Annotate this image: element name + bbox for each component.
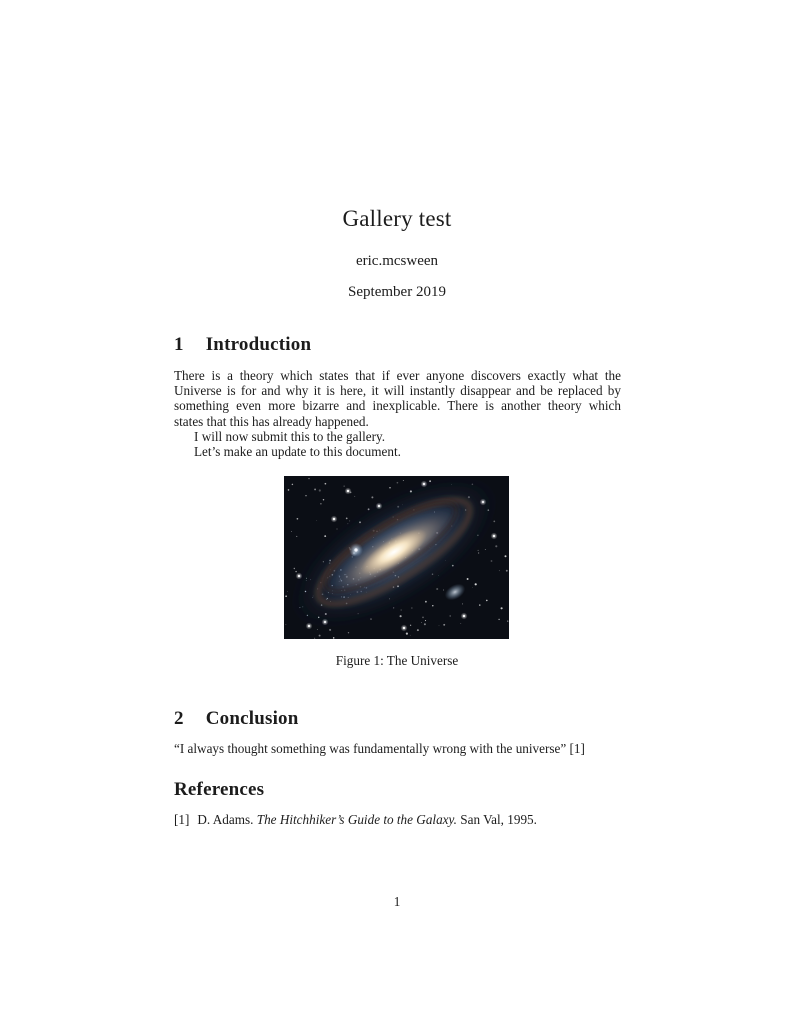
reference-text: [197, 812, 537, 827]
page-title: Gallery test: [342, 206, 452, 231]
author: eric.mcsween: [355, 253, 439, 269]
andromeda-galaxy-photo: [284, 476, 509, 639]
figure-caption: Figure 1: The Universe: [335, 653, 459, 668]
reference-item: [174, 812, 621, 827]
paragraph-line: I will now submit this to the gallery.: [194, 428, 386, 444]
paragraph-line: something even more bizarre and inexplicable. There is another theory which: [174, 398, 621, 414]
page-number: 1: [393, 894, 401, 909]
conclusion-quote: “I always thought something was fundamentally wrong with the universe” [1]: [174, 741, 585, 756]
paragraph-line: states that this has already happened.: [174, 413, 369, 429]
companion-galaxy-m32: [349, 543, 363, 557]
intro-paragraph: [174, 368, 621, 459]
section-heading-introduction: [174, 334, 621, 356]
date: September 2019: [348, 284, 446, 300]
section-title: Conclusion: [205, 708, 299, 729]
paragraph-line: There is a theory which states that if ever anyone discovers exactly what the: [174, 368, 621, 383]
reference-label: [1]: [174, 812, 190, 827]
references-heading: References: [174, 779, 265, 800]
section-title: Introduction: [205, 334, 312, 355]
paragraph-line: Let’s make an update to this document.: [194, 444, 401, 460]
reference-title: The Hitchhiker’s Guide to the Galaxy.: [256, 812, 457, 827]
section-number: 1: [174, 334, 184, 355]
section-number: 2: [174, 708, 184, 729]
reference-publisher: San Val, 1995.: [460, 812, 537, 827]
reference-author: D. Adams.: [197, 812, 254, 827]
section-heading-conclusion: [174, 708, 621, 730]
paragraph-line: Universe is for and why it is here, it will instantly disappear and be replaced by: [174, 383, 621, 399]
